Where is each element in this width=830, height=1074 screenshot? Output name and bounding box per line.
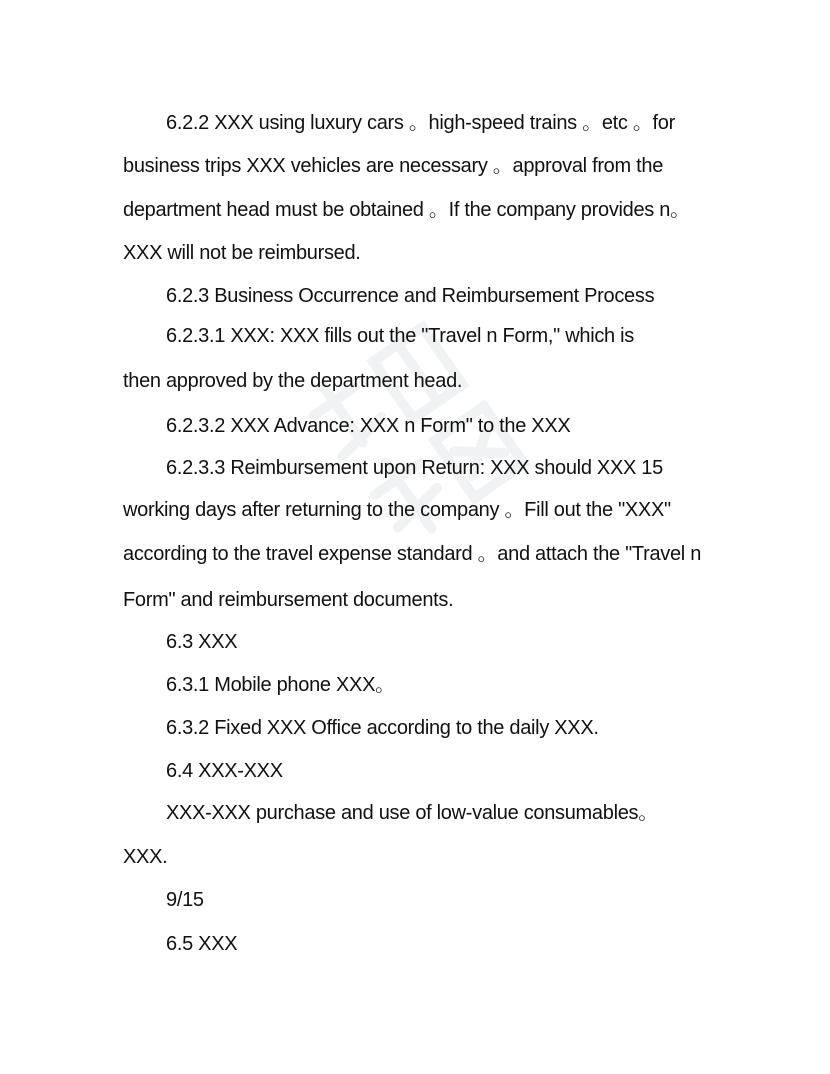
paragraph-6-3-1: 6.3.1 Mobile phone XXX。 [166, 674, 395, 696]
paragraph-6-4-line-1: XXX-XXX purchase and use of low-value consumables。 [166, 802, 658, 824]
paragraph-6-4-line-2: XXX. [123, 846, 168, 868]
paragraph-6-3-2: 6.3.2 Fixed XXX Office according to the daily XXX. [166, 717, 599, 739]
section-heading-6-5: 6.5 XXX [166, 933, 238, 955]
paragraph-6-2-3-3-line-1: 6.2.3.3 Reimbursement upon Return: XXX should XXX 15 [166, 457, 663, 479]
paragraph-6-2-2-line-2: business trips XXX vehicles are necessary 。approval from the [123, 155, 664, 177]
paragraph-6-2-3-1-line-2: then approved by the department head. [123, 370, 463, 392]
paragraph-6-2-3-2: 6.2.3.2 XXX Advance: XXX n Form" to the XXX [166, 415, 571, 437]
paragraph-6-2-3-3-line-3: according to the travel expense standard 。and attach the "Travel n [123, 543, 702, 565]
paragraph-6-2-2-line-4: XXX will not be reimbursed. [123, 242, 361, 264]
page-number: 9/15 [166, 889, 204, 911]
paragraph-6-2-3-3-line-2: working days after returning to the company 。Fill out the "XXX" [123, 499, 671, 521]
section-heading-6-4: 6.4 XXX-XXX [166, 760, 283, 782]
paragraph-6-2-3-3-line-4: Form" and reimbursement documents. [123, 589, 454, 611]
section-heading-6-3: 6.3 XXX [166, 631, 238, 653]
section-heading-6-2-3: 6.2.3 Business Occurrence and Reimbursement Process [166, 285, 655, 307]
paragraph-6-2-2-line-3: department head must be obtained 。If the company provides n。 [123, 199, 690, 221]
paragraph-6-2-2-line-1: 6.2.2 XXX using luxury cars 。high-speed trains 。etc 。for [166, 112, 675, 134]
paragraph-6-2-3-1-line-1: 6.2.3.1 XXX: XXX fills out the "Travel n Form," which is [166, 325, 634, 347]
